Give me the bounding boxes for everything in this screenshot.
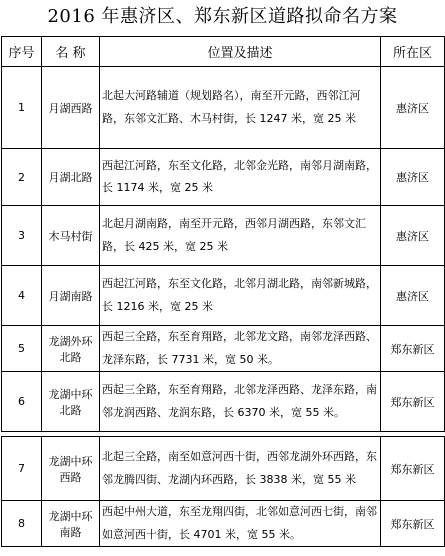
- table-row: [2, 437, 445, 501]
- table-row: [2, 67, 445, 149]
- row-number: 7: [2, 437, 42, 501]
- road-naming-table: [1, 36, 445, 547]
- row-number: 3: [2, 206, 42, 266]
- header-no: 序号: [2, 37, 42, 67]
- district: 惠济区: [381, 67, 445, 149]
- row-number: 1: [2, 67, 42, 149]
- header-desc: 位置及描述: [100, 37, 381, 67]
- district: 惠济区: [381, 149, 445, 206]
- road-name: 木马村街: [42, 206, 100, 266]
- road-description: 西起江河路，东至文化路，北邻月湖北路，南邻新城路，长 1216 米，宽 25 米: [100, 266, 381, 326]
- table-row: [2, 372, 445, 432]
- row-number: 8: [2, 501, 42, 547]
- road-name: 月湖西路: [42, 67, 100, 149]
- district: 惠济区: [381, 206, 445, 266]
- header-name: 名 称: [42, 37, 100, 67]
- row-number: 6: [2, 372, 42, 432]
- table-row: [2, 501, 445, 547]
- table-row: [2, 326, 445, 372]
- district: 郑东新区: [381, 437, 445, 501]
- road-description: 西起三全路，东至育翔路，北邻龙文路，南邻龙泽西路、龙泽东路，长 7731 米，宽 50 米。: [100, 326, 381, 372]
- road-description: 西起中州大道，东至龙翔四街，北邻如意河西七街，南邻如意河西十街，长 4701 米，宽 55 米。: [100, 501, 381, 547]
- row-number: 2: [2, 149, 42, 206]
- road-description: 北起大河路辅道（规划路名），南至开元路，西邻江河路，东邻文汇路、木马村街，长 1247 米，宽 25 米: [100, 67, 381, 149]
- district: 郑东新区: [381, 326, 445, 372]
- road-description: 北起三全路，南至如意河西十街，西邻龙湖外环西路，东邻龙腾四街、龙湖内环西路，长 3838 米，宽 55 米: [100, 437, 381, 501]
- road-name: 月湖北路: [42, 149, 100, 206]
- document-title: 2016 年惠济区、郑东新区道路拟命名方案: [47, 6, 398, 27]
- district: 惠济区: [381, 266, 445, 326]
- road-name: 龙湖中环北路: [42, 372, 100, 432]
- road-description: 北起月湖南路，南至开元路，西邻月湖西路，东邻文汇路，长 425 米，宽 25 米: [100, 206, 381, 266]
- table-header-row: [2, 37, 445, 67]
- header-district: 所在区: [381, 37, 445, 67]
- row-number: 5: [2, 326, 42, 372]
- row-number: 4: [2, 266, 42, 326]
- road-name: 龙湖外环北路: [42, 326, 100, 372]
- road-name: 月湖南路: [42, 266, 100, 326]
- road-description: 西起江河路，东至文化路，北邻金光路，南邻月湖南路，长 1174 米，宽 25 米: [100, 149, 381, 206]
- table-row: [2, 206, 445, 266]
- table-row: [2, 149, 445, 206]
- road-description: 西起三全路，东至育翔路，北邻龙泽西路、龙泽东路，南邻龙润西路、龙润东路，长 6370 米，宽 55 米。: [100, 372, 381, 432]
- district: 郑东新区: [381, 372, 445, 432]
- table-row: [2, 266, 445, 326]
- road-name: 龙湖中环南路: [42, 501, 100, 547]
- road-name: 龙湖中环西路: [42, 437, 100, 501]
- district: 郑东新区: [381, 501, 445, 547]
